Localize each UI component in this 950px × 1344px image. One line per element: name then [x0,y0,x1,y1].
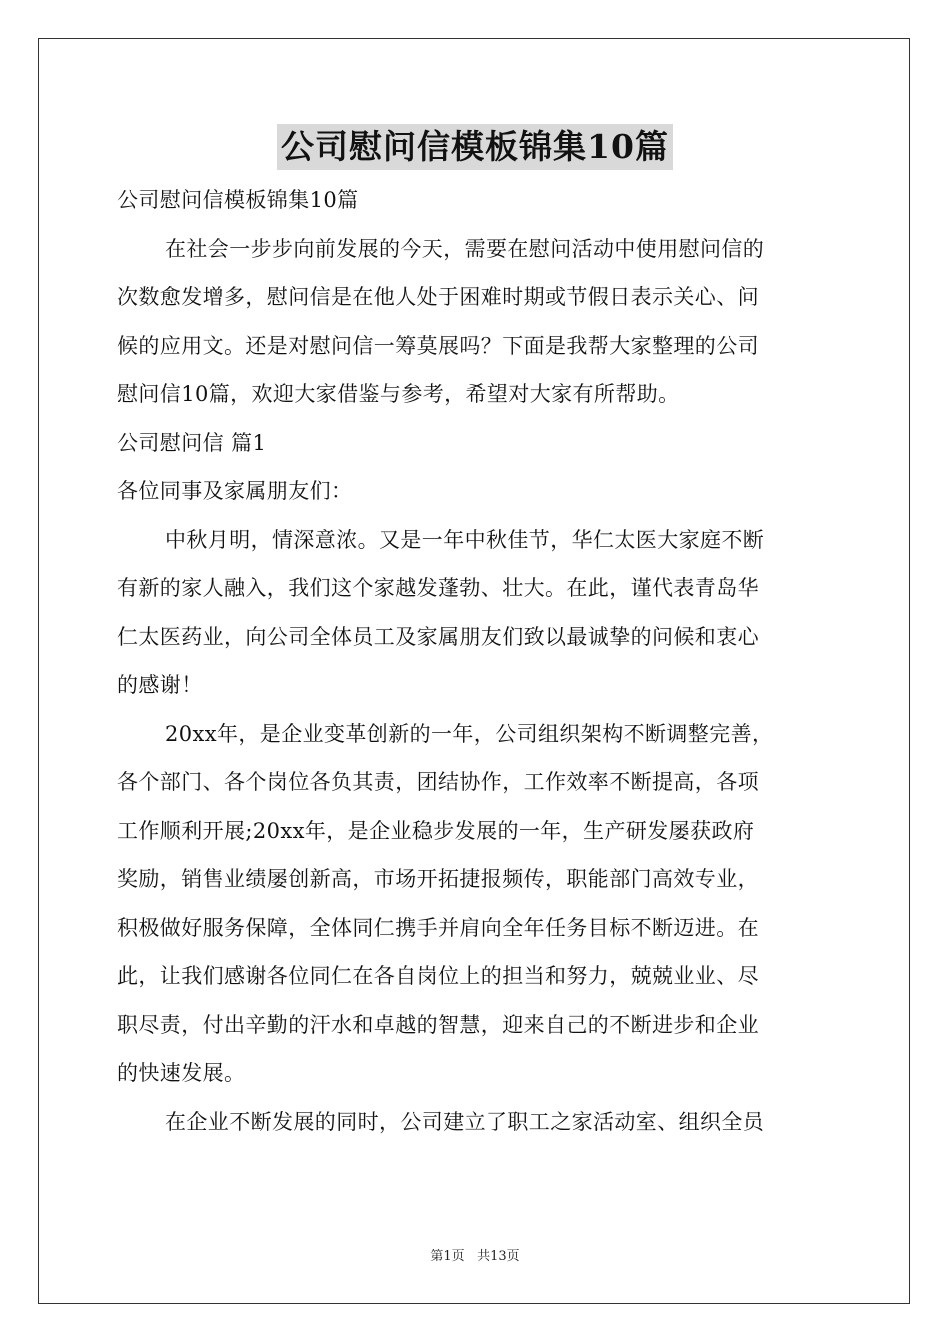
salutation: 各位同事及家属朋友们： [117,479,353,503]
document-body [117,176,835,1146]
document-title: 公司慰问信模板锦集10篇 [277,124,673,170]
para1-line-4: 的感谢！ [117,673,203,697]
page-number: 第1页 [430,1249,465,1264]
section-heading: 公司慰问信 篇1 [117,430,267,455]
para2-line-3: 工作顺利开展;20xx年，是企业稳步发展的一年，生产研发屡获政府 [117,818,755,843]
para2-line-6: 此，让我们感谢各位同仁在各自岗位上的担当和努力，兢兢业业、尽 [117,964,759,988]
para1-line-3: 仁太医药业，向公司全体员工及家属朋友们致以最诚挚的问候和衷心 [117,624,759,649]
para3-line-1: 在企业不断发展的同时，公司建立了职工之家活动室、组织全员 [165,1109,765,1134]
para2-line-1: 20xx年，是企业变革创新的一年，公司组织架构不断调整完善， [165,721,774,746]
intro-line-3: 候的应用文。还是对慰问信一筹莫展吗？下面是我帮大家整理的公司 [117,333,759,358]
para2-line-2: 各个部门、各个岗位各负其责，团结协作，工作效率不断提高，各项 [117,770,759,794]
page-total: 共13页 [477,1249,520,1264]
intro-line-2: 次数愈发增多，慰问信是在他人处于困难时期或节假日表示关心、问 [117,285,759,309]
para2-line-8: 的快速发展。 [117,1061,246,1085]
para2-line-5: 积极做好服务保障，全体同仁携手并肩向全年任务目标不断迈进。在 [117,915,759,940]
para2-line-7: 职尽责，付出辛勤的汗水和卓越的智慧，迎来自己的不断进步和企业 [117,1012,759,1037]
intro-line-4: 慰问信10篇，欢迎大家借鉴与参考，希望对大家有所帮助。 [117,382,680,406]
title-container [0,124,950,170]
intro-line-1: 在社会一步步向前发展的今天，需要在慰问活动中使用慰问信的 [165,236,765,261]
subtitle-line: 公司慰问信模板锦集10篇 [117,188,359,212]
para1-line-2: 有新的家人融入，我们这个家越发蓬勃、壮大。在此，谨代表青岛华 [117,576,759,600]
para2-line-4: 奖励，销售业绩屡创新高，市场开拓捷报频传，职能部门高效专业， [117,867,759,891]
page-footer [0,1248,950,1266]
para1-line-1: 中秋月明，情深意浓。又是一年中秋佳节，华仁太医大家庭不断 [165,527,765,552]
